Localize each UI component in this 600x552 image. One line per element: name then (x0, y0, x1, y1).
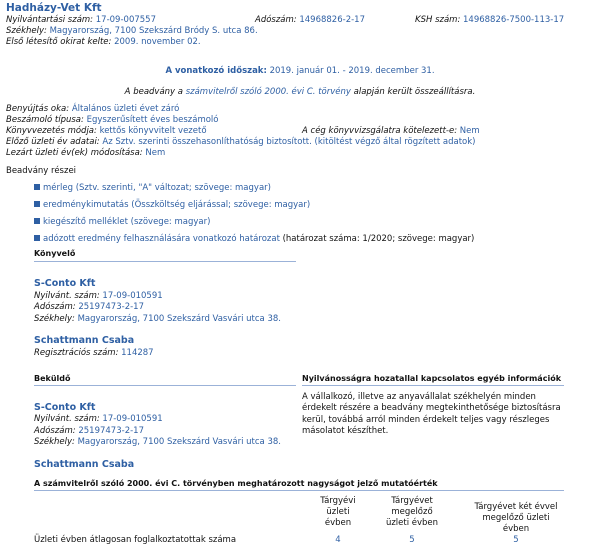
bookkeeping-label: Könyvvezetés módja: (6, 126, 97, 136)
seat-label: Székhely: (6, 26, 47, 36)
submitter-nyilv-value: 17-09-010591 (102, 414, 163, 424)
indicators-col-prev: Tárgyévet megelőző üzleti évben (385, 496, 439, 528)
seat-value: Magyarország, 7100 Szekszárd Bródy S. utca 86. (49, 26, 258, 36)
company-name: Hadházy-Vet Kft (6, 2, 102, 14)
submitter-seat-label: Székhely: (34, 437, 75, 447)
part-link-notes[interactable]: kiegészítő melléklet (43, 217, 128, 227)
audit-value: Nem (459, 126, 480, 136)
bookkeeper-nyilv-value: 17-09-010591 (102, 291, 163, 301)
bookkeeper-seat-value: Magyarország, 7100 Szekszárd Vasvári utca 38. (77, 314, 281, 324)
publicity-text: A vállalkozó, illetve az anyavállalat székhelyén minden érdekelt részére a beadvány megtekinthetősége biztosításra kerül, továbbá arról minden érdekelt teljes vagy részleges másolatot készíthet. (302, 392, 561, 436)
basis-prefix: A beadvány a (124, 87, 183, 97)
submitter-tax-value: 25197473-2-17 (78, 426, 144, 436)
company-first-doc-row (6, 37, 201, 47)
indicators-row-label: Üzleti évben átlagosan foglalkoztatottak száma (34, 535, 237, 545)
bullet-square-icon (34, 201, 40, 207)
part-item-resolution (34, 234, 474, 244)
period-value: 2019. január 01. - 2019. december 31. (269, 66, 435, 76)
bookkeeper-tax-row (34, 302, 144, 312)
indicators-divider (34, 490, 564, 491)
part-link-balance[interactable]: mérleg (43, 183, 73, 193)
bookkeeper-regnum-value: 114287 (121, 348, 154, 358)
tax-value: 14968826-2-17 (299, 15, 365, 25)
period-row (0, 66, 600, 76)
indicators-value-prev: 5 (409, 535, 415, 545)
bullet-square-icon (34, 235, 40, 241)
bookkeeper-nyilv-label: Nyilvánt. szám: (34, 291, 100, 301)
prev-year-row (6, 137, 475, 147)
publicity-divider (302, 385, 564, 386)
part-link-resolution[interactable]: adózott eredmény felhasználására vonatkozó határozat (43, 234, 280, 244)
audit-row (302, 126, 480, 136)
bookkeeper-regnum-row (34, 348, 154, 358)
part-desc-notes: (szövege: magyar) (127, 217, 211, 227)
part-link-income[interactable]: eredménykimutatás (43, 200, 129, 210)
bookkeeper-tax-value: 25197473-2-17 (78, 302, 144, 312)
type-row (6, 115, 219, 125)
part-item-notes (34, 217, 210, 227)
company-ksh-row (415, 15, 564, 25)
submitter-seat-value: Magyarország, 7100 Szekszárd Vasvári utca 38. (77, 437, 281, 447)
submitter-divider (34, 385, 296, 386)
bookkeeper-seat-row (34, 314, 281, 324)
bookkeeper-person: Schattmann Csaba (34, 335, 135, 346)
company-seat-row (6, 26, 258, 36)
bookkeeper-firm: S-Conto Kft (34, 278, 96, 289)
submitter-nyilv-row (34, 414, 163, 424)
bullet-square-icon (34, 218, 40, 224)
first-doc-label: Első létesítő okirat kelte: (6, 37, 112, 47)
part-desc-resolution: (határozat száma: 1/2020; szövege: magyar) (279, 234, 475, 244)
closed-label: Lezárt üzleti év(ek) módosítása: (6, 148, 143, 158)
ksh-value: 14968826-7500-113-17 (463, 15, 565, 25)
indicators-heading: A számvitelről szóló 2000. évi C. törvényben meghatározott nagyságot jelző mutatóérték (34, 479, 438, 488)
publicity-heading: Nyilvánosságra hozatallal kapcsolatos egyéb információk (302, 374, 562, 383)
prev-value: Az Sztv. szerinti összehasonlíthatóság biztosított. (kitöltést végző által rögzített adatok) (102, 137, 476, 147)
tax-label: Adószám: (255, 15, 297, 25)
part-item-balance (34, 183, 271, 193)
closed-year-row (6, 148, 165, 158)
bullet-square-icon (34, 184, 40, 190)
submitter-tax-row (34, 426, 144, 436)
part-desc-income: (Összköltség eljárással; szövege: magyar) (128, 200, 311, 210)
indicators-col-current: Tárgyévi üzleti évben (320, 496, 356, 528)
reason-label: Benyújtás oka: (6, 104, 70, 114)
closed-value: Nem (145, 148, 166, 158)
ksh-label: KSH szám: (415, 15, 461, 25)
submitter-seat-row (34, 437, 281, 447)
submitter-nyilv-label: Nyilvánt. szám: (34, 414, 100, 424)
audit-label: A cég könyvvizsgálatra kötelezett-e: (302, 126, 458, 136)
type-value: Egyszerűsített éves beszámoló (86, 115, 219, 125)
bookkeeping-row (6, 126, 207, 136)
bookkeeper-seat-label: Székhely: (34, 314, 75, 324)
submitter-person: Schattmann Csaba (34, 459, 135, 470)
first-doc-value: 2009. november 02. (114, 37, 201, 47)
bookkeeper-tax-label: Adószám: (34, 302, 76, 312)
reason-row (6, 104, 179, 114)
reg-label: Nyilvántartási szám: (6, 15, 94, 25)
bookkeeper-regnum-label: Regisztrációs szám: (34, 348, 119, 358)
bookkeeper-heading: Könyvelő (34, 249, 76, 258)
submitter-firm: S-Conto Kft (34, 402, 96, 413)
type-label: Beszámoló típusa: (6, 115, 84, 125)
basis-row (0, 87, 600, 97)
indicators-value-prev2: 5 (513, 535, 519, 545)
reason-value: Általános üzleti évet záró (71, 104, 180, 114)
submitter-tax-label: Adószám: (34, 426, 76, 436)
reg-value: 17-09-007557 (95, 15, 156, 25)
part-item-income (34, 200, 310, 210)
bookkeeper-divider (34, 261, 296, 262)
part-desc-balance: (Sztv. szerinti, "A" változat; szövege: magyar) (73, 183, 271, 193)
indicators-value-current: 4 (335, 535, 341, 545)
indicators-col-prev2: Tárgyévet két évvel megelőző üzleti évben (474, 502, 558, 534)
law-link[interactable]: számvitelről szóló 2000. évi C. törvény (185, 87, 351, 97)
submitter-heading: Beküldő (34, 374, 71, 383)
period-label: A vonatkozó időszak: (165, 66, 267, 76)
parts-heading: Beadvány részei (6, 166, 77, 176)
basis-suffix: alapján került összeállításra. (353, 87, 476, 97)
company-reg-row (6, 15, 156, 25)
bookkeeping-value: kettős könyvvitelt vezető (99, 126, 207, 136)
prev-label: Előző üzleti év adatai: (6, 137, 100, 147)
company-tax-row (255, 15, 365, 25)
bookkeeper-nyilv-row (34, 291, 163, 301)
